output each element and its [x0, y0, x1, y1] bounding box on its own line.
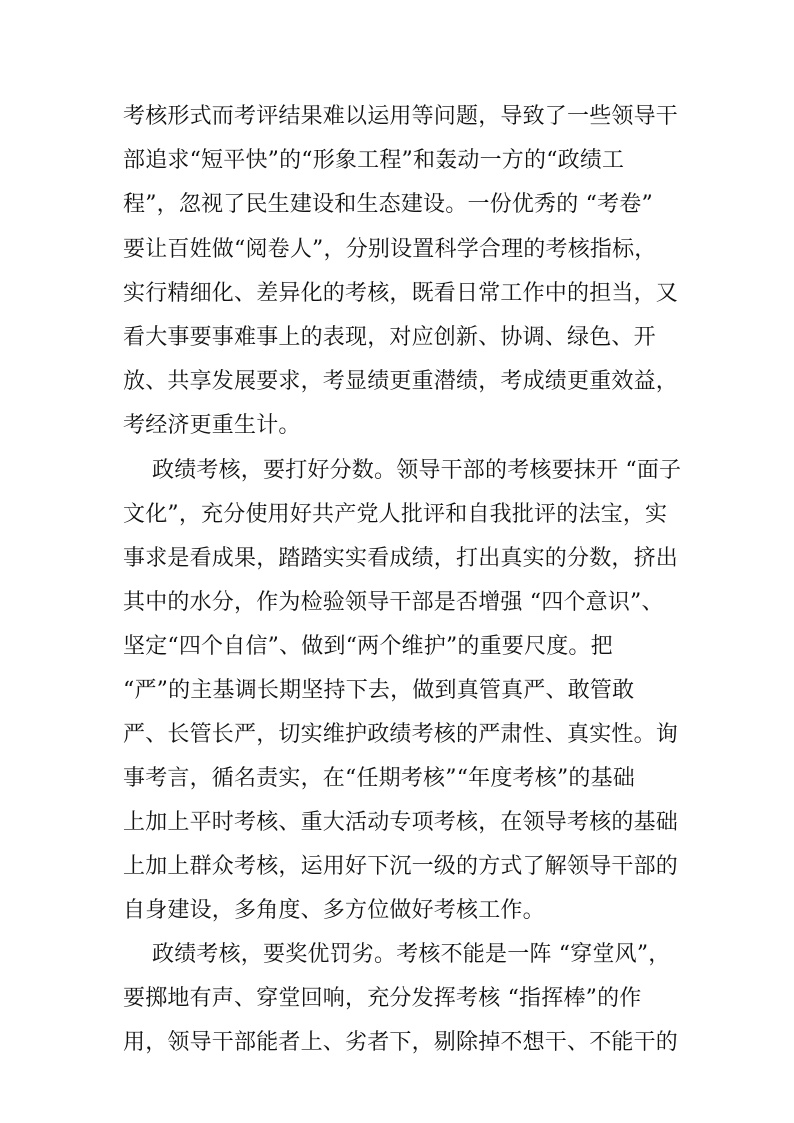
text-line: 程”，忽视了民生建设和生态建设。一份优秀的 “考卷”	[123, 192, 653, 217]
paragraph-first-line: 政绩考核，要打好分数。领导干部的考核要抹开 “面子	[152, 458, 682, 483]
text-line: 文化”，充分使用好共产党人批评和自我批评的法宝，实	[123, 502, 668, 527]
text-line: 坚定“四个自信”、做到“两个维护”的重要尺度。把	[123, 634, 613, 659]
text-line: 要掷地有声、穿堂回响，充分发挥考核 “指挥棒”的作	[123, 986, 642, 1011]
text-line: 实行精细化、差异化的考核，既看日常工作中的担当，又	[123, 281, 679, 306]
text-line: 看大事要事难事上的表现，对应创新、协调、绿色、开	[123, 325, 656, 350]
text-line: 用，领导干部能者上、劣者下，剔除掉不想干、不能干的	[123, 1030, 679, 1055]
text-line: 放、共享发展要求，考显绩更重潜绩，考成绩更重效益，	[123, 369, 679, 394]
text-line: 要让百姓做“阅卷人”，分别设置科学合理的考核指标，	[123, 237, 657, 262]
text-line: 严、长管长严，切实维护政绩考核的严肃性、真实性。询	[123, 722, 679, 747]
paragraph-first-line: 政绩考核，要奖优罚劣。考核不能是一阵 “穿堂风”，	[152, 942, 671, 967]
text-line: 上加上平时考核、重大活动专项考核，在领导考核的基础	[123, 810, 679, 835]
text-line: 其中的水分，作为检验领导干部是否增强 “四个意识”、	[123, 590, 664, 615]
text-line: 部追求“短平快”的“形象工程”和轰动一方的“政绩工	[123, 148, 625, 173]
text-line: 上加上群众考核，运用好下沉一级的方式了解领导干部的	[123, 854, 679, 879]
text-line: “严”的主基调长期坚持下去，做到真管真严、敢管敢	[123, 678, 635, 703]
text-line: 考经济更重生计。	[123, 413, 301, 438]
text-line: 事考言，循名责实，在“任期考核”“年度考核”的基础	[123, 766, 635, 791]
text-line: 考核形式而考评结果难以运用等问题，导致了一些领导干	[123, 104, 679, 129]
text-line: 事求是看成果，踏踏实实看成绩，打出真实的分数，挤出	[123, 546, 679, 571]
text-line: 自身建设，多角度、多方位做好考核工作。	[123, 898, 545, 923]
